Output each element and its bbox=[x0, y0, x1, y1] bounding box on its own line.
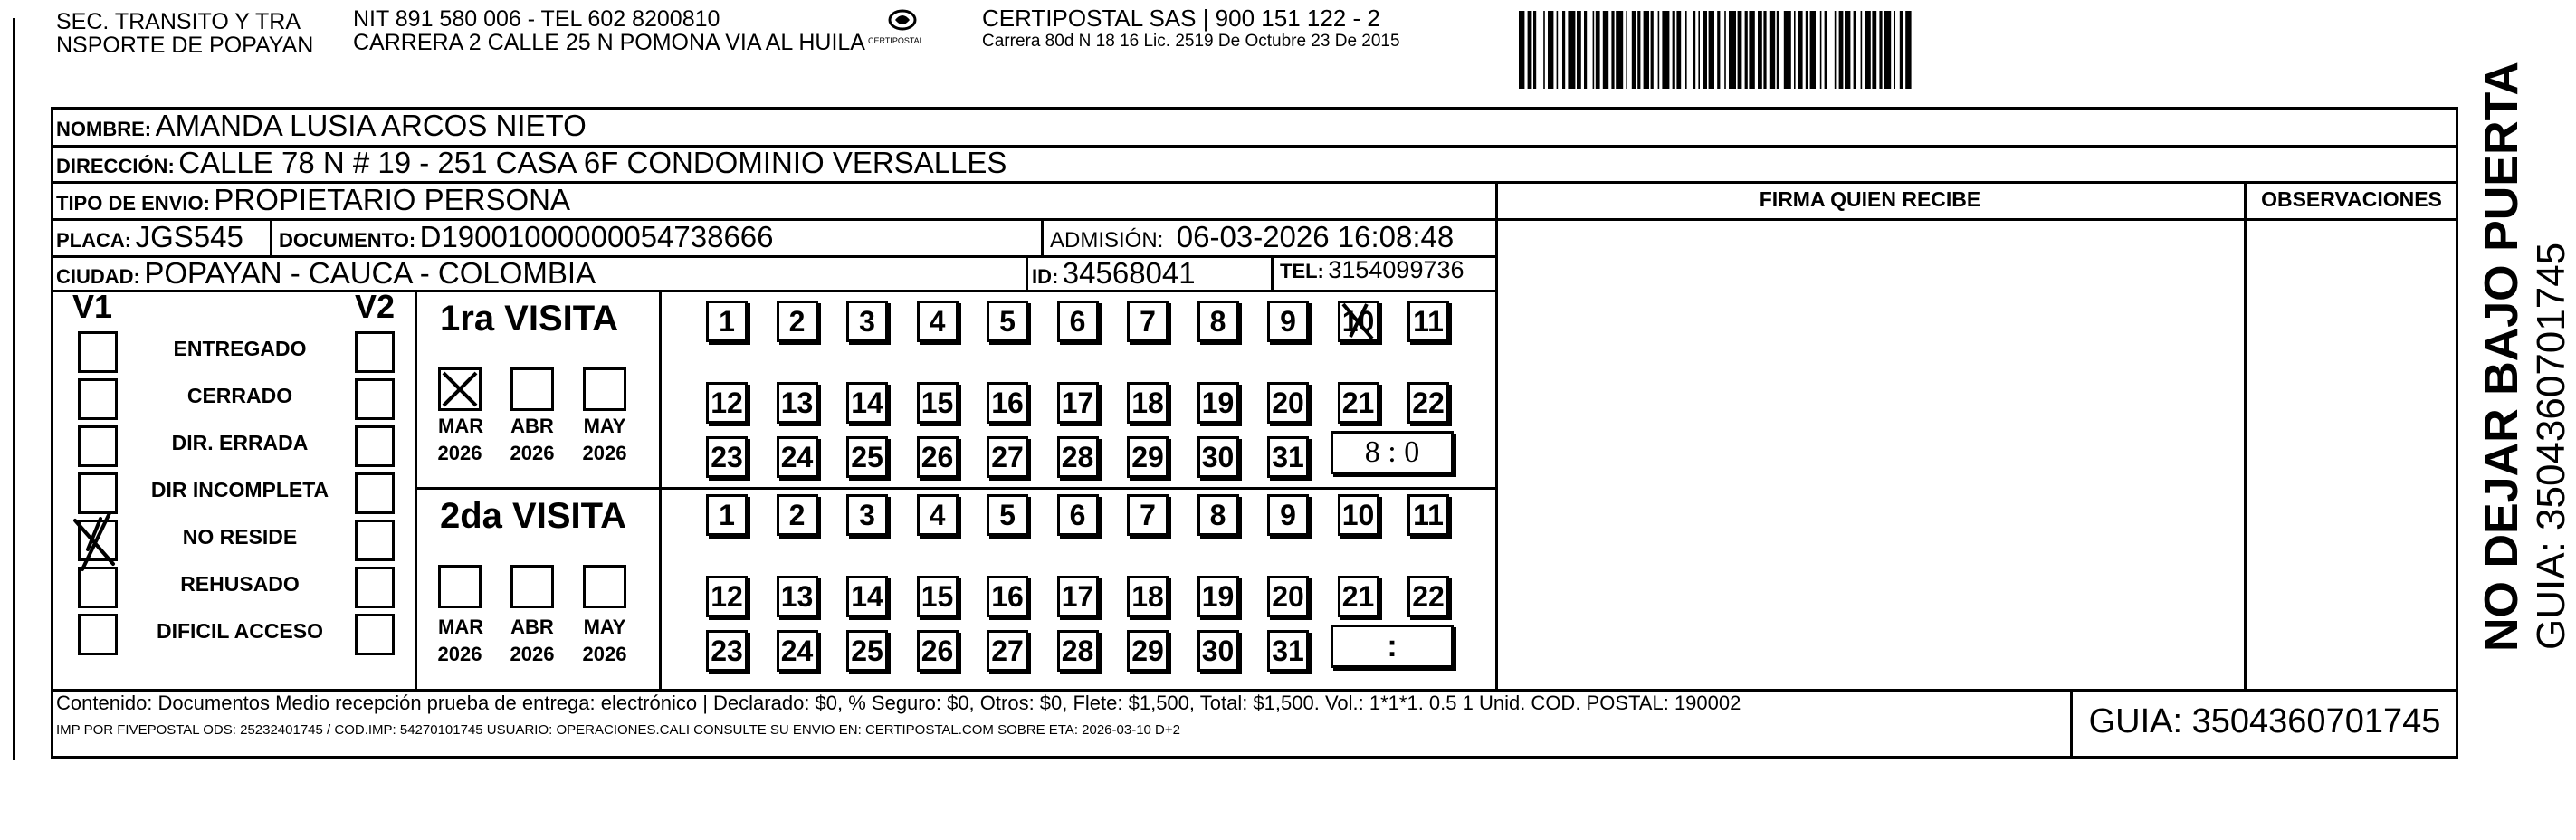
handwritten-check-icon bbox=[70, 504, 124, 575]
send-type-label: TIPO DE ENVIO: bbox=[56, 192, 210, 215]
barcode-bar bbox=[1845, 11, 1850, 89]
barcode-bar bbox=[1568, 11, 1575, 89]
admission-value: 06-03-2026 16:08:48 bbox=[1176, 220, 1455, 253]
carrier-address: Carrera 80d N 18 16 Lic. 2519 De Octubre 23 De 2015 bbox=[982, 32, 1400, 51]
visit-2-month-label: MAR bbox=[438, 616, 484, 638]
barcode-bar bbox=[1709, 11, 1714, 89]
document-row bbox=[279, 220, 774, 254]
admission-label: ADMISIÓN: bbox=[1050, 228, 1164, 253]
barcode-bar bbox=[1676, 11, 1681, 89]
visit1-day-box[interactable]: 21 bbox=[1338, 382, 1379, 424]
visit-1-time: 8 : 0 bbox=[1364, 435, 1420, 469]
visit2-day-box[interactable]: 29 bbox=[1127, 630, 1169, 672]
visit2-day-box[interactable]: 12 bbox=[706, 576, 748, 617]
observations-area[interactable] bbox=[2247, 219, 2457, 688]
visit2-day-box[interactable]: 16 bbox=[987, 576, 1028, 617]
observations-header: OBSERVACIONES bbox=[2261, 187, 2442, 211]
visit-1-month-mar-checkbox[interactable] bbox=[438, 368, 482, 411]
visit-2-year-label: 2026 bbox=[437, 643, 482, 665]
visit2-day-box[interactable]: 10 bbox=[1338, 494, 1379, 536]
barcode-bar bbox=[1884, 11, 1891, 89]
signature-header: FIRMA QUIEN RECIBE bbox=[1759, 187, 1981, 211]
visit-2-time: : bbox=[1387, 629, 1398, 663]
status-label-rehusado: REHUSADO bbox=[180, 572, 300, 596]
side-guia: GUIA: 3504360701745 bbox=[2529, 242, 2573, 650]
visit2-day-box[interactable]: 17 bbox=[1057, 576, 1099, 617]
barcode-bar bbox=[1835, 11, 1837, 89]
visit2-day-box[interactable]: 30 bbox=[1197, 630, 1239, 672]
document-label: DOCUMENTO: bbox=[279, 229, 416, 252]
send-type: PROPIETARIO PERSONA bbox=[214, 183, 571, 216]
visit-2-year-label: 2026 bbox=[510, 643, 555, 665]
visit2-day-box[interactable]: 14 bbox=[846, 576, 888, 617]
barcode-bar bbox=[1662, 11, 1669, 89]
visit-2-title: 2da VISITA bbox=[440, 496, 626, 536]
v2-checkbox-rehusado[interactable] bbox=[355, 567, 395, 608]
visit2-day-box[interactable]: 22 bbox=[1407, 576, 1449, 617]
footer-printed-info: IMP POR FIVEPOSTAL ODS: 25232401745 / COD.IMP: 54270101745 USUARIO: OPERACIONES.CALI CONSULTE SU ENVIO EN: CERTIPOSTAL.COM SOBRE ETA: 2026-03-10 D+2 bbox=[56, 722, 1180, 738]
address-row bbox=[56, 146, 1007, 180]
barcode-bar bbox=[1596, 11, 1600, 89]
barcode-bar bbox=[1717, 11, 1720, 89]
visit1-day-box[interactable]: 26 bbox=[917, 436, 959, 478]
visit1-day-box[interactable]: 5 bbox=[987, 301, 1028, 342]
v1-checkbox-rehusado[interactable] bbox=[78, 567, 118, 608]
visit1-day-box[interactable]: 14 bbox=[846, 382, 888, 424]
sender-nit: NIT 891 580 006 - TEL 602 8200810 bbox=[353, 6, 720, 32]
barcode-bar bbox=[1603, 11, 1608, 89]
barcode-bar bbox=[1872, 11, 1876, 89]
visit1-day-box[interactable]: 19 bbox=[1197, 382, 1239, 424]
visit1-day-box[interactable]: 22 bbox=[1407, 382, 1449, 424]
visit-1-time-box[interactable] bbox=[1331, 431, 1454, 474]
visit2-day-box[interactable]: 28 bbox=[1057, 630, 1099, 672]
visit-1-title: 1ra VISITA bbox=[440, 299, 619, 339]
visit1-day-box[interactable]: 11 bbox=[1407, 301, 1449, 342]
sender-name-line2: NSPORTE DE POPAYAN bbox=[56, 33, 314, 58]
visit1-day-box[interactable]: 30 bbox=[1197, 436, 1239, 478]
barcode-bar bbox=[1562, 11, 1565, 89]
barcode-bar bbox=[1777, 11, 1779, 89]
barcode-bar bbox=[1693, 11, 1695, 89]
visit-2-month-may-checkbox[interactable] bbox=[583, 565, 626, 608]
recipient-name: AMANDA LUSIA ARCOS NIETO bbox=[155, 109, 587, 142]
v1-checkbox-entregado[interactable] bbox=[78, 331, 118, 373]
plate-label: PLACA: bbox=[56, 229, 132, 252]
visit2-day-box[interactable]: 15 bbox=[917, 576, 959, 617]
visit2-day-box[interactable]: 3 bbox=[846, 494, 888, 536]
city-value: POPAYAN - CAUCA - COLOMBIA bbox=[144, 256, 596, 290]
visit2-day-box[interactable]: 24 bbox=[777, 630, 818, 672]
visit1-day-box[interactable]: 12 bbox=[706, 382, 748, 424]
visit-2-month-label: MAY bbox=[583, 616, 626, 638]
visit1-day-box[interactable]: 28 bbox=[1057, 436, 1099, 478]
barcode-bar bbox=[1861, 11, 1863, 89]
barcode-bar bbox=[1703, 11, 1707, 89]
visit-2-year-label: 2026 bbox=[582, 643, 627, 665]
visit2-day-box[interactable]: 8 bbox=[1197, 494, 1239, 536]
visit1-day-box[interactable]: 16 bbox=[987, 382, 1028, 424]
visit-1-month-label: MAY bbox=[583, 415, 626, 437]
barcode bbox=[1519, 7, 2281, 91]
visit2-day-box[interactable]: 13 bbox=[777, 576, 818, 617]
plate-row bbox=[56, 220, 243, 254]
status-label-entregado: ENTREGADO bbox=[173, 337, 307, 360]
handwritten-mark-icon bbox=[1338, 301, 1379, 342]
status-label-cerrado: CERRADO bbox=[186, 384, 293, 407]
city-label: CIUDAD: bbox=[56, 265, 140, 288]
document-value: D19001000000054738666 bbox=[419, 220, 774, 253]
barcode-bar bbox=[1865, 11, 1870, 89]
status-label-dir-errada: DIR. ERRADA bbox=[171, 431, 309, 454]
name-label: NOMBRE: bbox=[56, 118, 152, 140]
barcode-bar bbox=[1626, 11, 1627, 89]
visit-1-month-label: ABR bbox=[510, 415, 554, 437]
city-row bbox=[56, 256, 596, 291]
visit-2-time-box[interactable] bbox=[1331, 625, 1454, 668]
status-label-no-reside: NO RESIDE bbox=[182, 525, 298, 549]
plate-value: JGS545 bbox=[135, 220, 243, 253]
barcode-bar bbox=[1543, 11, 1545, 89]
barcode-bar bbox=[1632, 11, 1636, 89]
visit1-day-box[interactable]: 24 bbox=[777, 436, 818, 478]
barcode-bar bbox=[1738, 11, 1742, 89]
barcode-bar bbox=[1798, 11, 1803, 89]
visit2-day-box[interactable]: 21 bbox=[1338, 576, 1379, 617]
barcode-bar bbox=[1658, 11, 1660, 89]
visit1-day-box[interactable]: 6 bbox=[1057, 301, 1099, 342]
sender-name-line1: SEC. TRANSITO Y TRA bbox=[56, 9, 301, 34]
v2-checkbox-dificil-acceso[interactable] bbox=[355, 614, 395, 655]
visit-1-month-abr-checkbox[interactable] bbox=[510, 368, 554, 411]
v2-header: V2 bbox=[355, 288, 396, 325]
barcode-bar bbox=[1548, 11, 1553, 89]
barcode-bar bbox=[1905, 11, 1911, 89]
barcode-bar bbox=[1879, 11, 1882, 89]
v2-checkbox-dir-errada[interactable] bbox=[355, 425, 395, 467]
id-label: ID: bbox=[1032, 265, 1059, 288]
visit1-day-box[interactable]: 23 bbox=[706, 436, 748, 478]
visit-2-month-mar-checkbox[interactable] bbox=[438, 565, 482, 608]
barcode-bar bbox=[1900, 11, 1903, 89]
visit1-day-box[interactable]: 25 bbox=[846, 436, 888, 478]
v2-checkbox-dir-incompleta[interactable] bbox=[355, 472, 395, 514]
barcode-bar bbox=[1810, 11, 1816, 89]
sender-address: CARRERA 2 CALLE 25 N POMONA VIA AL HUILA bbox=[353, 30, 865, 55]
visit1-day-box[interactable]: 7 bbox=[1127, 301, 1169, 342]
status-label-dir-incompleta: DIR INCOMPLETA bbox=[150, 478, 329, 501]
visit1-day-box[interactable]: 3 bbox=[846, 301, 888, 342]
admission-row bbox=[1050, 220, 1454, 254]
barcode-bar bbox=[1673, 11, 1675, 89]
visit-1-month-may-checkbox[interactable] bbox=[583, 368, 626, 411]
visit1-day-box[interactable]: 31 bbox=[1267, 436, 1309, 478]
visit2-day-box[interactable]: 19 bbox=[1197, 576, 1239, 617]
barcode-bar bbox=[1763, 11, 1766, 89]
visit1-day-box[interactable]: 20 bbox=[1267, 382, 1309, 424]
barcode-bar bbox=[1593, 11, 1595, 89]
barcode-bar bbox=[1784, 11, 1791, 89]
visit1-day-box[interactable]: 8 bbox=[1197, 301, 1239, 342]
visit2-day-box[interactable]: 9 bbox=[1267, 494, 1309, 536]
visit2-day-box[interactable]: 20 bbox=[1267, 576, 1309, 617]
status-label-dificil-acceso: DIFICIL ACCESO bbox=[156, 619, 323, 643]
barcode-icon bbox=[1519, 7, 2281, 91]
visit2-day-box[interactable]: 11 bbox=[1407, 494, 1449, 536]
visit2-day-box[interactable]: 25 bbox=[846, 630, 888, 672]
v1-header: V1 bbox=[72, 288, 113, 325]
v1-checkbox-dificil-acceso[interactable] bbox=[78, 614, 118, 655]
barcode-bar bbox=[1724, 11, 1726, 89]
barcode-bar bbox=[1806, 11, 1808, 89]
carrier-logo bbox=[864, 5, 944, 49]
visit1-day-box[interactable]: 10 bbox=[1338, 301, 1379, 342]
barcode-bar bbox=[1794, 11, 1796, 89]
signature-area[interactable] bbox=[1499, 219, 2243, 688]
footer-contents: Contenido: Documentos Medio recepción prueba de entrega: electrónico | Declarado: $0, % Seguro: $0, Otros: $0, Flete: $1,500, Total: $1,500. Vol.: 1*1*1. 0.5 1 Unid. COD. POSTAL: 190002 bbox=[56, 692, 1741, 714]
visit1-day-box[interactable]: 15 bbox=[917, 382, 959, 424]
v1-checkbox-dir-errada[interactable] bbox=[78, 425, 118, 467]
barcode-bar bbox=[1644, 11, 1649, 89]
barcode-bar bbox=[1839, 11, 1844, 89]
visit-1-month-label: MAR bbox=[438, 415, 484, 437]
visit1-day-box[interactable]: 9 bbox=[1267, 301, 1309, 342]
visit2-day-box[interactable]: 1 bbox=[706, 494, 748, 536]
visit2-day-box[interactable]: 5 bbox=[987, 494, 1028, 536]
visit2-day-box[interactable]: 27 bbox=[987, 630, 1028, 672]
id-row bbox=[1032, 256, 1196, 291]
recipient-address: CALLE 78 N # 19 - 251 CASA 6F CONDOMINIO VERSALLES bbox=[178, 146, 1007, 179]
visit-1-year-label: 2026 bbox=[510, 442, 555, 464]
footer-guia: GUIA: 3504360701745 bbox=[2088, 702, 2441, 740]
barcode-bar bbox=[1820, 11, 1822, 89]
barcode-bar bbox=[1770, 11, 1775, 89]
visit2-day-box[interactable]: 2 bbox=[777, 494, 818, 536]
carrier-name: CERTIPOSTAL SAS | 900 151 122 - 2 bbox=[982, 5, 1380, 32]
barcode-bar bbox=[1637, 11, 1640, 89]
v1-checkbox-no-reside[interactable] bbox=[78, 520, 118, 561]
visit1-day-box[interactable]: 18 bbox=[1127, 382, 1169, 424]
visit-1-year-label: 2026 bbox=[582, 442, 627, 464]
side-warning: NO DEJAR BAJO PUERTA bbox=[2476, 61, 2528, 652]
barcode-bar bbox=[1729, 11, 1736, 89]
barcode-bar bbox=[1758, 11, 1762, 89]
visit1-day-box[interactable]: 17 bbox=[1057, 382, 1099, 424]
barcode-bar bbox=[1611, 11, 1614, 89]
visit-2-month-label: ABR bbox=[510, 616, 554, 638]
visit1-day-box[interactable]: 29 bbox=[1127, 436, 1169, 478]
v1-checkbox-cerrado[interactable] bbox=[78, 378, 118, 420]
barcode-bar bbox=[1749, 11, 1754, 89]
barcode-bar bbox=[1584, 11, 1587, 89]
barcode-bar bbox=[1519, 11, 1524, 89]
barcode-bar bbox=[1528, 11, 1532, 89]
v2-checkbox-no-reside[interactable] bbox=[355, 520, 395, 561]
name-row bbox=[56, 109, 587, 143]
visit2-day-box[interactable]: 6 bbox=[1057, 494, 1099, 536]
id-value: 34568041 bbox=[1062, 256, 1196, 290]
v2-checkbox-entregado[interactable] bbox=[355, 331, 395, 373]
visit2-day-box[interactable]: 7 bbox=[1127, 494, 1169, 536]
barcode-bar bbox=[1825, 11, 1827, 89]
visit2-day-box[interactable]: 18 bbox=[1127, 576, 1169, 617]
visit-1-year-label: 2026 bbox=[437, 442, 482, 464]
visit2-day-box[interactable]: 4 bbox=[917, 494, 959, 536]
visit1-day-box[interactable]: 27 bbox=[987, 436, 1028, 478]
barcode-bar bbox=[1894, 11, 1895, 89]
scan-edge-line bbox=[13, 18, 15, 760]
tel-label: TEL: bbox=[1280, 260, 1324, 282]
visit1-day-box[interactable]: 13 bbox=[777, 382, 818, 424]
x-mark-icon bbox=[441, 370, 479, 408]
barcode-bar bbox=[1557, 11, 1559, 89]
visit2-day-box[interactable]: 23 bbox=[706, 630, 748, 672]
visit2-day-box[interactable]: 31 bbox=[1267, 630, 1309, 672]
carrier-logo-text: CERTIPOSTAL bbox=[868, 36, 924, 45]
barcode-bar bbox=[1685, 11, 1687, 89]
visit2-day-box[interactable]: 26 bbox=[917, 630, 959, 672]
barcode-bar bbox=[1616, 11, 1623, 89]
visit-2-month-abr-checkbox[interactable] bbox=[510, 565, 554, 608]
visit1-day-box[interactable]: 1 bbox=[706, 301, 748, 342]
send-type-row bbox=[56, 183, 570, 217]
v2-checkbox-cerrado[interactable] bbox=[355, 378, 395, 420]
barcode-bar bbox=[1577, 11, 1581, 89]
tel-row bbox=[1280, 256, 1465, 284]
visit1-day-box[interactable]: 2 bbox=[777, 301, 818, 342]
address-label: DIRECCIÓN: bbox=[56, 155, 175, 177]
visit1-day-box[interactable]: 4 bbox=[917, 301, 959, 342]
barcode-bar bbox=[1854, 11, 1856, 89]
tel-value: 3154099736 bbox=[1328, 256, 1465, 283]
barcode-bar bbox=[1651, 11, 1654, 89]
barcode-bar bbox=[1745, 11, 1748, 89]
barcode-bar bbox=[1533, 11, 1536, 89]
barcode-bar bbox=[1698, 11, 1700, 89]
